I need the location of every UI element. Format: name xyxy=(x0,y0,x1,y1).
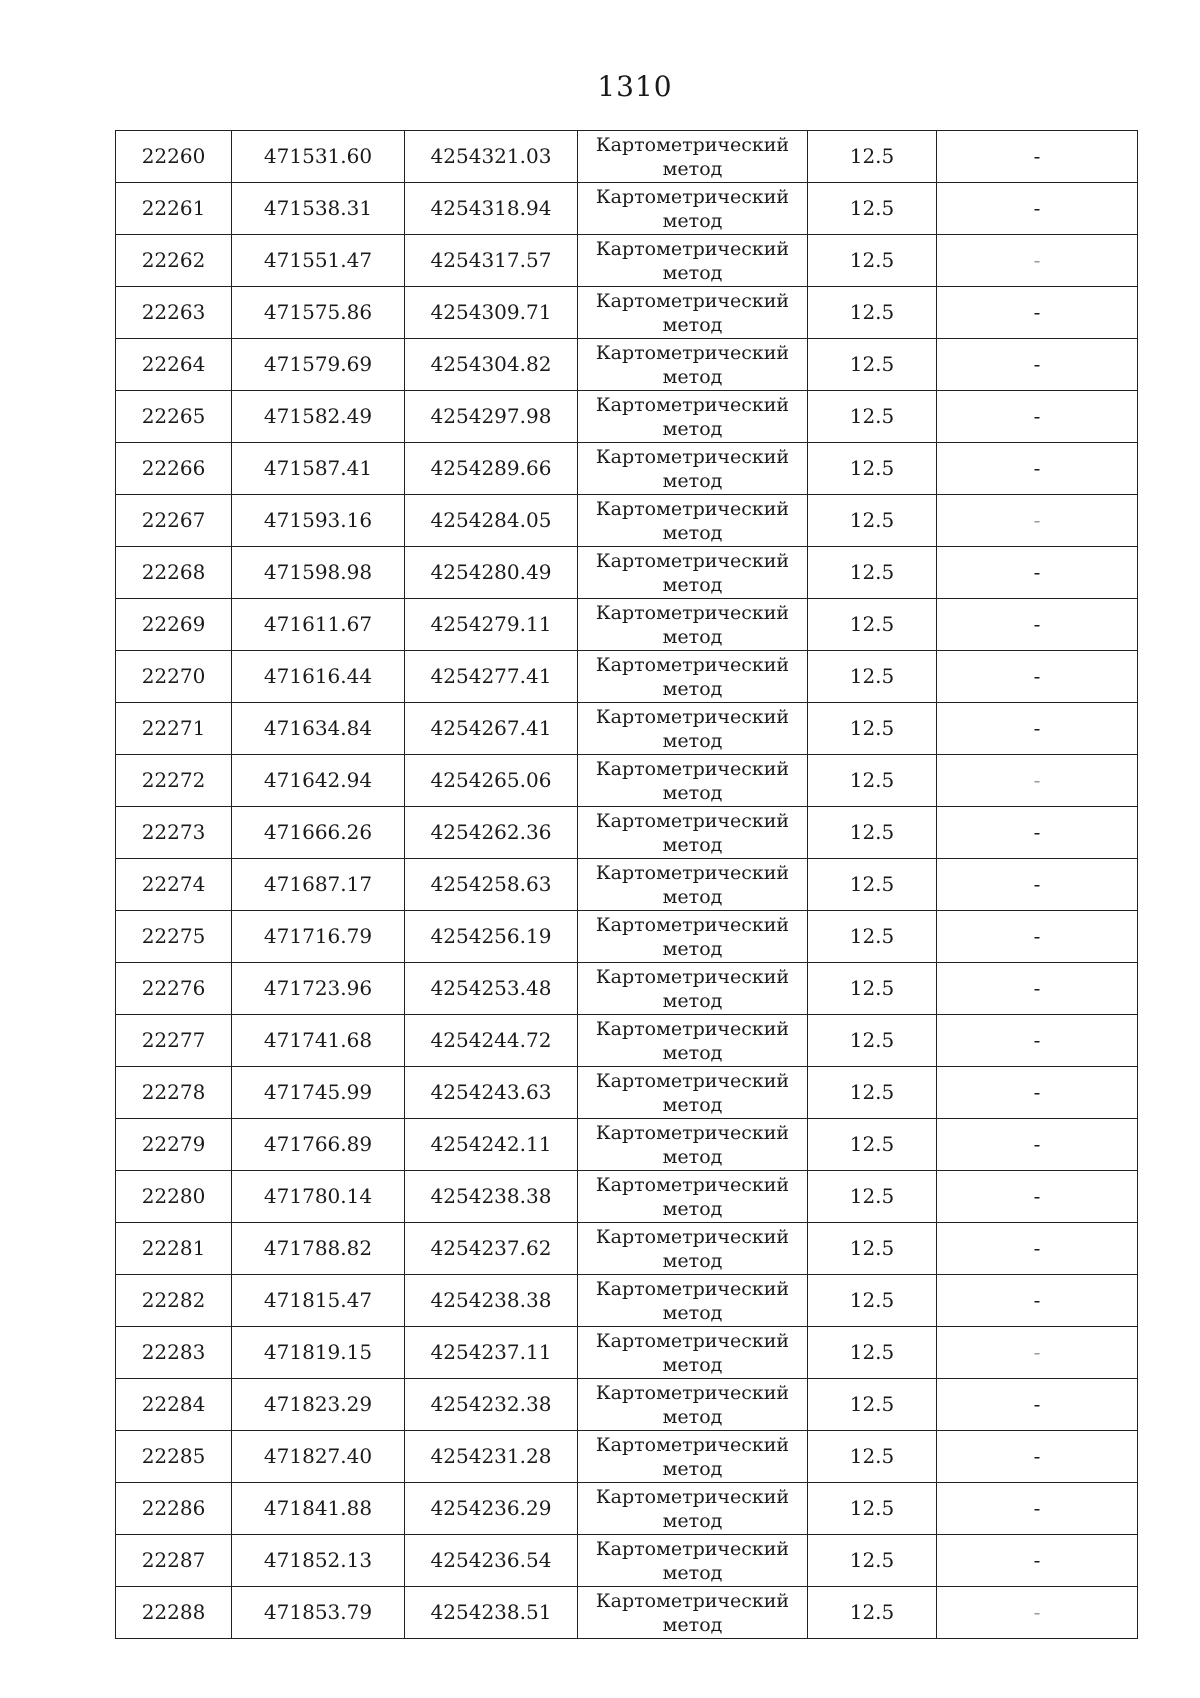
y-coordinate-cell: 4254318.94 xyxy=(405,183,578,235)
accuracy-cell: 12.5 xyxy=(808,1067,937,1119)
method-cell xyxy=(578,443,808,495)
accuracy-cell: 12.5 xyxy=(808,1275,937,1327)
table-row xyxy=(116,183,1138,235)
accuracy-cell: 12.5 xyxy=(808,131,937,183)
point-id-cell: 22271 xyxy=(116,703,232,755)
point-id-cell: 22263 xyxy=(116,287,232,339)
table-row xyxy=(116,859,1138,911)
point-id-cell: 22269 xyxy=(116,599,232,651)
method-line-1: Картометрический xyxy=(595,757,790,780)
method-line-1: Картометрический xyxy=(595,965,790,988)
method-cell xyxy=(578,1275,808,1327)
table-row xyxy=(116,495,1138,547)
method-line-1: Картометрический xyxy=(595,289,790,312)
table-row xyxy=(116,1535,1138,1587)
x-coordinate-cell: 471531.60 xyxy=(232,131,405,183)
method-line-2: метод xyxy=(662,1249,723,1272)
y-coordinate-cell: 4254244.72 xyxy=(405,1015,578,1067)
note-cell: - xyxy=(937,1379,1138,1431)
y-coordinate-cell: 4254258.63 xyxy=(405,859,578,911)
point-id-cell: 22278 xyxy=(116,1067,232,1119)
method-line-2: метод xyxy=(662,1353,723,1376)
point-id-cell: 22272 xyxy=(116,755,232,807)
method-line-2: метод xyxy=(662,573,723,596)
x-coordinate-cell: 471823.29 xyxy=(232,1379,405,1431)
accuracy-cell: 12.5 xyxy=(808,1483,937,1535)
y-coordinate-cell: 4254256.19 xyxy=(405,911,578,963)
accuracy-cell: 12.5 xyxy=(808,859,937,911)
method-line-2: метод xyxy=(662,1093,723,1116)
y-coordinate-cell: 4254265.06 xyxy=(405,755,578,807)
y-coordinate-cell: 4254238.38 xyxy=(405,1171,578,1223)
method-line-2: метод xyxy=(662,1613,723,1636)
note-cell: - xyxy=(937,599,1138,651)
y-coordinate-cell: 4254238.38 xyxy=(405,1275,578,1327)
method-line-2: метод xyxy=(662,261,723,284)
table-row xyxy=(116,391,1138,443)
point-id-cell: 22268 xyxy=(116,547,232,599)
method-line-1: Картометрический xyxy=(595,445,790,468)
table-row xyxy=(116,651,1138,703)
table-row xyxy=(116,755,1138,807)
method-line-1: Картометрический xyxy=(595,133,790,156)
method-cell xyxy=(578,1119,808,1171)
method-line-1: Картометрический xyxy=(595,1589,790,1612)
x-coordinate-cell: 471723.96 xyxy=(232,963,405,1015)
y-coordinate-cell: 4254238.51 xyxy=(405,1587,578,1639)
method-line-1: Картометрический xyxy=(595,1225,790,1248)
note-cell: - xyxy=(937,1067,1138,1119)
method-line-1: Картометрический xyxy=(595,1017,790,1040)
y-coordinate-cell: 4254317.57 xyxy=(405,235,578,287)
note-cell: - xyxy=(937,963,1138,1015)
method-line-2: метод xyxy=(662,937,723,960)
table-row xyxy=(116,599,1138,651)
method-line-1: Картометрический xyxy=(595,1277,790,1300)
y-coordinate-cell: 4254236.54 xyxy=(405,1535,578,1587)
method-line-1: Картометрический xyxy=(595,809,790,832)
accuracy-cell: 12.5 xyxy=(808,807,937,859)
table-row xyxy=(116,287,1138,339)
y-coordinate-cell: 4254309.71 xyxy=(405,287,578,339)
x-coordinate-cell: 471551.47 xyxy=(232,235,405,287)
point-id-cell: 22276 xyxy=(116,963,232,1015)
method-line-1: Картометрический xyxy=(595,1537,790,1560)
note-cell: - xyxy=(937,287,1138,339)
accuracy-cell: 12.5 xyxy=(808,1119,937,1171)
y-coordinate-cell: 4254243.63 xyxy=(405,1067,578,1119)
note-cell: - xyxy=(937,1587,1138,1639)
point-id-cell: 22266 xyxy=(116,443,232,495)
point-id-cell: 22277 xyxy=(116,1015,232,1067)
note-cell: - xyxy=(937,807,1138,859)
method-line-2: метод xyxy=(662,885,723,908)
point-id-cell: 22279 xyxy=(116,1119,232,1171)
note-cell: - xyxy=(937,1223,1138,1275)
page-number: 1310 xyxy=(597,70,673,103)
accuracy-cell: 12.5 xyxy=(808,287,937,339)
method-line-1: Картометрический xyxy=(595,1433,790,1456)
y-coordinate-cell: 4254242.11 xyxy=(405,1119,578,1171)
note-cell: - xyxy=(937,1015,1138,1067)
method-line-2: метод xyxy=(662,157,723,180)
x-coordinate-cell: 471634.84 xyxy=(232,703,405,755)
table-row xyxy=(116,339,1138,391)
method-line-1: Картометрический xyxy=(595,1069,790,1092)
y-coordinate-cell: 4254253.48 xyxy=(405,963,578,1015)
y-coordinate-cell: 4254304.82 xyxy=(405,339,578,391)
x-coordinate-cell: 471666.26 xyxy=(232,807,405,859)
y-coordinate-cell: 4254231.28 xyxy=(405,1431,578,1483)
point-id-cell: 22282 xyxy=(116,1275,232,1327)
note-cell: - xyxy=(937,911,1138,963)
table-row xyxy=(116,1067,1138,1119)
point-id-cell: 22285 xyxy=(116,1431,232,1483)
method-line-1: Картометрический xyxy=(595,341,790,364)
method-line-1: Картометрический xyxy=(595,601,790,624)
method-cell xyxy=(578,1015,808,1067)
method-line-1: Картометрический xyxy=(595,237,790,260)
accuracy-cell: 12.5 xyxy=(808,1379,937,1431)
x-coordinate-cell: 471780.14 xyxy=(232,1171,405,1223)
point-id-cell: 22287 xyxy=(116,1535,232,1587)
point-id-cell: 22265 xyxy=(116,391,232,443)
accuracy-cell: 12.5 xyxy=(808,1587,937,1639)
method-cell xyxy=(578,391,808,443)
method-cell xyxy=(578,651,808,703)
x-coordinate-cell: 471819.15 xyxy=(232,1327,405,1379)
x-coordinate-cell: 471745.99 xyxy=(232,1067,405,1119)
point-id-cell: 22284 xyxy=(116,1379,232,1431)
note-cell: - xyxy=(937,859,1138,911)
note-cell: - xyxy=(937,495,1138,547)
table-row xyxy=(116,1483,1138,1535)
method-line-2: метод xyxy=(662,1041,723,1064)
y-coordinate-cell: 4254279.11 xyxy=(405,599,578,651)
method-cell xyxy=(578,1067,808,1119)
method-cell xyxy=(578,1535,808,1587)
point-id-cell: 22283 xyxy=(116,1327,232,1379)
method-cell xyxy=(578,755,808,807)
accuracy-cell: 12.5 xyxy=(808,339,937,391)
note-cell: - xyxy=(937,1431,1138,1483)
method-line-2: метод xyxy=(662,1145,723,1168)
x-coordinate-cell: 471687.17 xyxy=(232,859,405,911)
method-line-2: метод xyxy=(662,1561,723,1584)
x-coordinate-cell: 471593.16 xyxy=(232,495,405,547)
accuracy-cell: 12.5 xyxy=(808,651,937,703)
accuracy-cell: 12.5 xyxy=(808,599,937,651)
method-line-2: метод xyxy=(662,781,723,804)
accuracy-cell: 12.5 xyxy=(808,1223,937,1275)
note-cell: - xyxy=(937,1275,1138,1327)
method-cell xyxy=(578,547,808,599)
method-line-1: Картометрический xyxy=(595,1173,790,1196)
method-line-2: метод xyxy=(662,1509,723,1532)
method-line-2: метод xyxy=(662,677,723,700)
method-line-1: Картометрический xyxy=(595,1485,790,1508)
note-cell: - xyxy=(937,1483,1138,1535)
method-cell xyxy=(578,235,808,287)
accuracy-cell: 12.5 xyxy=(808,1327,937,1379)
method-cell xyxy=(578,1223,808,1275)
accuracy-cell: 12.5 xyxy=(808,495,937,547)
x-coordinate-cell: 471788.82 xyxy=(232,1223,405,1275)
method-cell xyxy=(578,963,808,1015)
note-cell: - xyxy=(937,755,1138,807)
x-coordinate-cell: 471642.94 xyxy=(232,755,405,807)
note-cell: - xyxy=(937,235,1138,287)
accuracy-cell: 12.5 xyxy=(808,235,937,287)
x-coordinate-cell: 471582.49 xyxy=(232,391,405,443)
x-coordinate-cell: 471611.67 xyxy=(232,599,405,651)
note-cell: - xyxy=(937,547,1138,599)
point-id-cell: 22288 xyxy=(116,1587,232,1639)
accuracy-cell: 12.5 xyxy=(808,1431,937,1483)
x-coordinate-cell: 471841.88 xyxy=(232,1483,405,1535)
accuracy-cell: 12.5 xyxy=(808,755,937,807)
method-cell xyxy=(578,599,808,651)
method-cell xyxy=(578,183,808,235)
y-coordinate-cell: 4254289.66 xyxy=(405,443,578,495)
table-row xyxy=(116,1223,1138,1275)
x-coordinate-cell: 471766.89 xyxy=(232,1119,405,1171)
table-row xyxy=(116,703,1138,755)
method-line-1: Картометрический xyxy=(595,705,790,728)
x-coordinate-cell: 471741.68 xyxy=(232,1015,405,1067)
method-line-2: метод xyxy=(662,989,723,1012)
x-coordinate-cell: 471716.79 xyxy=(232,911,405,963)
table-row xyxy=(116,1171,1138,1223)
y-coordinate-cell: 4254267.41 xyxy=(405,703,578,755)
point-id-cell: 22275 xyxy=(116,911,232,963)
point-id-cell: 22264 xyxy=(116,339,232,391)
method-line-1: Картометрический xyxy=(595,861,790,884)
table-row xyxy=(116,1119,1138,1171)
method-line-1: Картометрический xyxy=(595,185,790,208)
note-cell: - xyxy=(937,391,1138,443)
method-cell xyxy=(578,911,808,963)
table-row xyxy=(116,807,1138,859)
method-line-1: Картометрический xyxy=(595,549,790,572)
method-cell xyxy=(578,1171,808,1223)
point-id-cell: 22280 xyxy=(116,1171,232,1223)
accuracy-cell: 12.5 xyxy=(808,963,937,1015)
accuracy-cell: 12.5 xyxy=(808,703,937,755)
y-coordinate-cell: 4254236.29 xyxy=(405,1483,578,1535)
y-coordinate-cell: 4254237.11 xyxy=(405,1327,578,1379)
accuracy-cell: 12.5 xyxy=(808,911,937,963)
note-cell: - xyxy=(937,703,1138,755)
x-coordinate-cell: 471815.47 xyxy=(232,1275,405,1327)
y-coordinate-cell: 4254237.62 xyxy=(405,1223,578,1275)
x-coordinate-cell: 471827.40 xyxy=(232,1431,405,1483)
method-line-2: метод xyxy=(662,1197,723,1220)
x-coordinate-cell: 471598.98 xyxy=(232,547,405,599)
point-id-cell: 22273 xyxy=(116,807,232,859)
note-cell: - xyxy=(937,1171,1138,1223)
accuracy-cell: 12.5 xyxy=(808,1535,937,1587)
note-cell: - xyxy=(937,1119,1138,1171)
method-line-2: метод xyxy=(662,209,723,232)
method-cell xyxy=(578,1587,808,1639)
table-row xyxy=(116,1275,1138,1327)
table-body xyxy=(116,131,1138,1639)
accuracy-cell: 12.5 xyxy=(808,1171,937,1223)
method-line-1: Картометрический xyxy=(595,653,790,676)
x-coordinate-cell: 471587.41 xyxy=(232,443,405,495)
point-id-cell: 22281 xyxy=(116,1223,232,1275)
table-row xyxy=(116,1431,1138,1483)
y-coordinate-cell: 4254280.49 xyxy=(405,547,578,599)
method-cell xyxy=(578,131,808,183)
y-coordinate-cell: 4254277.41 xyxy=(405,651,578,703)
method-line-1: Картометрический xyxy=(595,497,790,520)
table-row xyxy=(116,1379,1138,1431)
x-coordinate-cell: 471538.31 xyxy=(232,183,405,235)
point-id-cell: 22270 xyxy=(116,651,232,703)
accuracy-cell: 12.5 xyxy=(808,1015,937,1067)
table-row xyxy=(116,1587,1138,1639)
y-coordinate-cell: 4254284.05 xyxy=(405,495,578,547)
method-cell xyxy=(578,1327,808,1379)
method-cell xyxy=(578,287,808,339)
x-coordinate-cell: 471853.79 xyxy=(232,1587,405,1639)
table-row xyxy=(116,547,1138,599)
accuracy-cell: 12.5 xyxy=(808,547,937,599)
point-id-cell: 22286 xyxy=(116,1483,232,1535)
method-line-2: метод xyxy=(662,625,723,648)
method-line-1: Картометрический xyxy=(595,1329,790,1352)
table-row xyxy=(116,1327,1138,1379)
method-line-2: метод xyxy=(662,313,723,336)
point-id-cell: 22260 xyxy=(116,131,232,183)
method-cell xyxy=(578,859,808,911)
method-line-2: метод xyxy=(662,469,723,492)
method-cell xyxy=(578,703,808,755)
x-coordinate-cell: 471579.69 xyxy=(232,339,405,391)
method-cell xyxy=(578,1483,808,1535)
point-id-cell: 22261 xyxy=(116,183,232,235)
method-line-1: Картометрический xyxy=(595,393,790,416)
method-cell xyxy=(578,1379,808,1431)
note-cell: - xyxy=(937,1327,1138,1379)
point-id-cell: 22267 xyxy=(116,495,232,547)
note-cell: - xyxy=(937,1535,1138,1587)
table-row xyxy=(116,443,1138,495)
method-line-1: Картометрический xyxy=(595,1121,790,1144)
y-coordinate-cell: 4254297.98 xyxy=(405,391,578,443)
x-coordinate-cell: 471852.13 xyxy=(232,1535,405,1587)
x-coordinate-cell: 471575.86 xyxy=(232,287,405,339)
method-line-2: метод xyxy=(662,521,723,544)
method-cell xyxy=(578,339,808,391)
y-coordinate-cell: 4254262.36 xyxy=(405,807,578,859)
x-coordinate-cell: 471616.44 xyxy=(232,651,405,703)
table-row xyxy=(116,235,1138,287)
method-line-2: метод xyxy=(662,833,723,856)
note-cell: - xyxy=(937,183,1138,235)
note-cell: - xyxy=(937,651,1138,703)
table-row xyxy=(116,1015,1138,1067)
method-line-2: метод xyxy=(662,1301,723,1324)
method-line-2: метод xyxy=(662,1457,723,1480)
table-row xyxy=(116,131,1138,183)
method-line-2: метод xyxy=(662,417,723,440)
table-row xyxy=(116,963,1138,1015)
point-id-cell: 22274 xyxy=(116,859,232,911)
accuracy-cell: 12.5 xyxy=(808,183,937,235)
accuracy-cell: 12.5 xyxy=(808,391,937,443)
method-cell xyxy=(578,807,808,859)
method-line-2: метод xyxy=(662,365,723,388)
note-cell: - xyxy=(937,443,1138,495)
method-line-1: Картометрический xyxy=(595,913,790,936)
y-coordinate-cell: 4254321.03 xyxy=(405,131,578,183)
method-line-2: метод xyxy=(662,729,723,752)
method-line-2: метод xyxy=(662,1405,723,1428)
note-cell: - xyxy=(937,131,1138,183)
method-cell xyxy=(578,495,808,547)
accuracy-cell: 12.5 xyxy=(808,443,937,495)
method-line-1: Картометрический xyxy=(595,1381,790,1404)
table-row xyxy=(116,911,1138,963)
note-cell: - xyxy=(937,339,1138,391)
point-id-cell: 22262 xyxy=(116,235,232,287)
y-coordinate-cell: 4254232.38 xyxy=(405,1379,578,1431)
coordinates-table xyxy=(115,130,1138,1639)
method-cell xyxy=(578,1431,808,1483)
